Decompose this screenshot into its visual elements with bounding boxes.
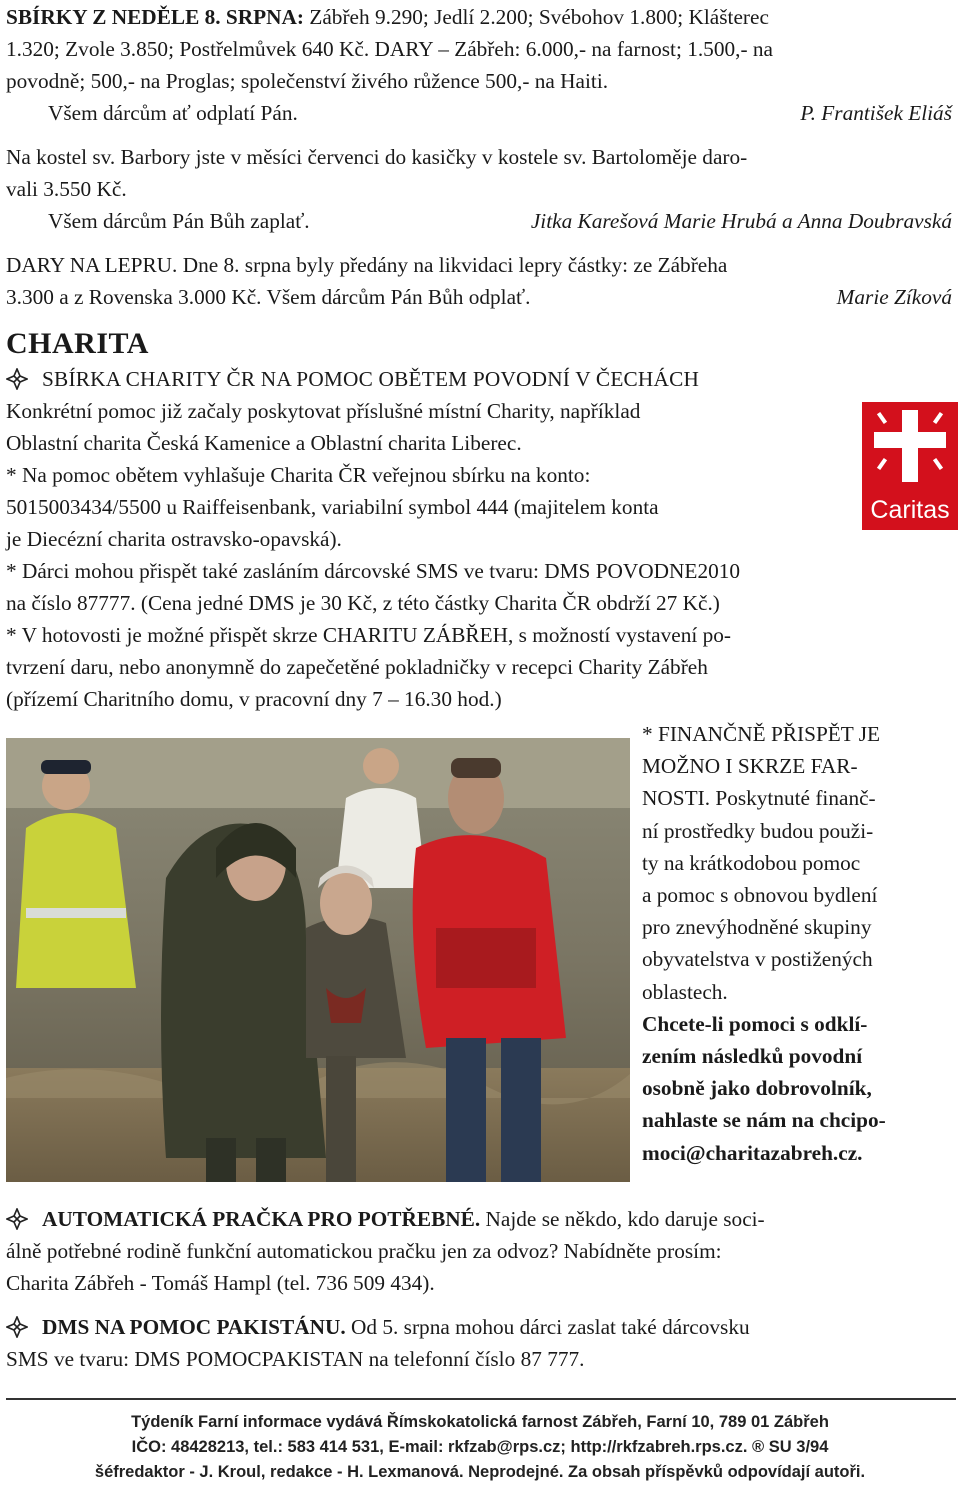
charita-p3-l2: na číslo 87777. (Cena jedné DMS je 30 Kč, z této částky Charita ČR obdrží 27 Kč.) — [6, 591, 720, 615]
sbirky-signature: P. František Eliáš — [800, 101, 952, 125]
charita-p4-l1: * V hotovosti je možné přispět skrze CHARITU ZÁBŘEH, s možností vystavení po- — [6, 623, 732, 647]
volunteer-email[interactable]: moci@charitazabreh.cz. — [642, 1140, 863, 1165]
sbirky-line-3: povodně; 500,- na Proglas; společenství živého růžence 500,- na Haiti. — [6, 69, 609, 93]
charita-p2-l1: * Na pomoc obětem vyhlašuje Charita ČR veřejnou sbírku na konto: — [6, 463, 591, 487]
footer-line-3: šéfredaktor - J. Kroul, redakce - H. Lexmanová. Neprodejné. Za obsah příspěvků odpovídají autoři. — [94, 1463, 866, 1481]
charita-p2-l2: 5015003434/5500 u Raiffeisenbank, variabilní symbol 444 (majitelem konta — [6, 495, 659, 519]
diamond-bullet-icon — [6, 1316, 28, 1338]
pracka-heading: AUTOMATICKÁ PRAČKA PRO POTŘEBNÉ. — [42, 1207, 481, 1231]
barbora-line-2: vali 3.550 Kč. — [6, 177, 127, 201]
charita-p4-l3: (přízemí Charitního domu, v pracovní dny 7 – 16.30 hod.) — [6, 687, 502, 711]
pakistan-line-2: SMS ve tvaru: DMS POMOCPAKISTAN na telefonní číslo 87 777. — [6, 1347, 585, 1371]
sidebar-column — [642, 718, 958, 1169]
charita-p1-l1: Konkrétní pomoc již začaly poskytovat příslušné místní Charity, například — [6, 399, 641, 423]
barbora-line-1: Na kostel sv. Barbory jste v měsíci červenci do kasičky v kostele sv. Bartoloměje daro- — [6, 145, 748, 169]
lepra-signature: Marie Zíková — [836, 285, 952, 309]
sidebar-line: * FINANČNĚ PŘISPĚT JE — [642, 722, 881, 746]
pakistan-line-1 — [6, 1312, 750, 1342]
volunteer-line: zením následků povodní — [642, 1044, 863, 1069]
sidebar-line: ní prostředky budou použi- — [642, 818, 874, 843]
pakistan-text: Od 5. srpna mohou dárci zaslat také dárcovsku — [351, 1315, 750, 1339]
footer-line-2: IČO: 48428213, tel.: 583 414 531, E-mail: rkfzab@rps.cz; http://rkfzabreh.rps.cz. ® SU 3/94 — [131, 1438, 829, 1456]
pracka-line-3: Charita Zábřeh - Tomáš Hampl (tel. 736 509 434). — [6, 1271, 435, 1295]
caritas-logo — [862, 402, 958, 530]
sbirky-heading: SBÍRKY Z NEDĚLE 8. SRPNA: — [6, 5, 305, 29]
charita-p2-l3: je Diecézní charita ostravsko-opavská). — [6, 527, 342, 551]
volunteer-line: osobně jako dobrovolník, — [642, 1076, 872, 1101]
pracka-text: Najde se někdo, kdo daruje soci- — [485, 1207, 765, 1231]
sidebar-line: obyvatelstva v postižených — [642, 947, 873, 972]
charita-p1-l2: Oblastní charita Česká Kamenice a Oblastní charita Liberec. — [6, 431, 522, 455]
sbirky-line-1 — [6, 2, 954, 32]
charita-p3-l1: * Dárci mohou přispět také zasláním dárcovské SMS ve tvaru: DMS POVODNE2010 — [6, 559, 741, 583]
barbora-signature: Jitka Karešová Marie Hrubá a Anna Doubravská — [530, 209, 952, 233]
lepra-line-1: DARY NA LEPRU. Dne 8. srpna byly předány na likvidaci lepry částky: ze Zábřeha — [6, 253, 728, 277]
sidebar-line: ty na krátkodobou pomoc — [642, 850, 861, 875]
pracka-line-1 — [6, 1204, 765, 1234]
diamond-bullet-icon — [6, 368, 28, 390]
volunteer-line: Chcete-li pomoci s odklí- — [642, 1011, 868, 1036]
sidebar-line: pro znevýhodněné skupiny — [642, 915, 872, 940]
volunteer-line: nahlaste se nám na chcipo- — [642, 1108, 886, 1133]
charita-title: CHARITA — [6, 327, 149, 360]
charita-p4-l2: tvrzení daru, nebo anonymně do zapečetěné pokladničky v recepci Charity Zábřeh — [6, 655, 708, 679]
pracka-line-2: álně potřebné rodině funkční automatickou pračku jen za odvoz? Nabídněte prosím: — [6, 1239, 722, 1263]
sbirky-line-2: 1.320; Zvole 3.850; Postřelmůvek 640 Kč. DARY – Zábřeh: 6.000,- na farnost; 1.500,- na — [6, 37, 773, 61]
footer-line-1: Týdeník Farní informace vydává Římskokatolická farnost Zábřeh, Farní 10, 789 01 Zábřeh — [131, 1413, 829, 1431]
sidebar-line: NOSTI. Poskytnuté finanč- — [642, 786, 876, 811]
sbirky-thanks: Všem dárcům ať odplatí Pán. — [48, 101, 298, 125]
sidebar-line: oblastech. — [642, 979, 728, 1004]
charita-subheading — [6, 364, 699, 394]
flood-photo — [6, 738, 630, 1182]
caritas-logo-text: Caritas — [870, 496, 950, 524]
charita-subheading-text: SBÍRKA CHARITY ČR NA POMOC OBĚTEM POVODNÍ V ČECHÁCH — [42, 367, 700, 391]
diamond-bullet-icon — [6, 1208, 28, 1230]
pakistan-heading: DMS NA POMOC PAKISTÁNU. — [42, 1315, 346, 1339]
sidebar-line: a pomoc s obnovou bydlení — [642, 883, 878, 908]
lepra-line-2: 3.300 a z Rovenska 3.000 Kč. Všem dárcům Pán Bůh odplať. — [6, 285, 531, 309]
barbora-thanks: Všem dárcům Pán Bůh zaplať. — [48, 209, 310, 233]
footer-divider — [6, 1398, 956, 1400]
sidebar-line: MOŽNO I SKRZE FAR- — [642, 754, 858, 779]
sbirky-text: Zábřeh 9.290; Jedlí 2.200; Svébohov 1.800; Klášterec — [309, 5, 769, 29]
caritas-cross-icon — [862, 402, 958, 530]
